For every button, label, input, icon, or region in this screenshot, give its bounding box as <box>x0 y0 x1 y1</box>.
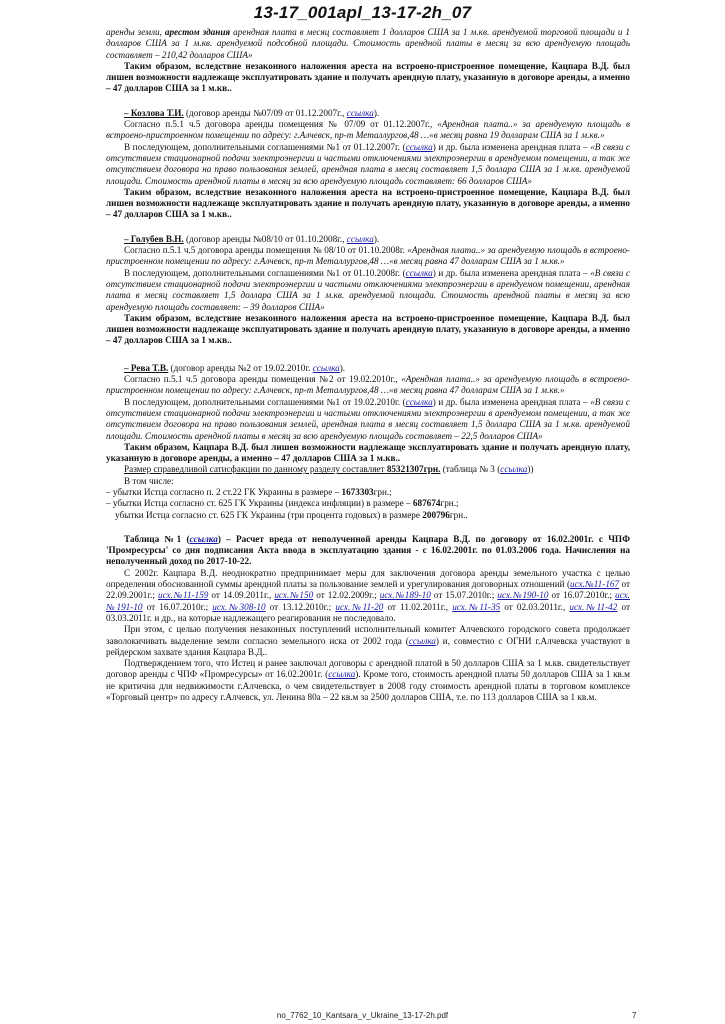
text-span: (таблица № 3 ( <box>440 464 501 475</box>
text-span: арендная плата в месяц составляет 1 долларов США за 1 м.кв. арендуемой торговой площади и 1 долларов США за 1 м.кв. арендуемой подсобной площади. Стоимость арендной платы в месяц за всю арендуемую площадь составляет – 210,42 долларов США» <box>106 27 630 60</box>
text-span-italic: «В связи с отсутствием стационарной подачи электроэнергии и частыми отключениями электроэнергии в арендуемом помещении, а так же отсутствием договора на право пользования землей, арендная плата в месяц составляет 1,5 доллара США за 1 м.кв. арендуемой площади. Стоимость арендной платы в месяц за всю арендуемую площадь составляет: 66 долларов США» <box>106 141 630 186</box>
reference-link[interactable]: ссылка <box>405 396 433 407</box>
text-span: от 14.09.2011г., <box>208 590 275 601</box>
outgoing-ref-link[interactable]: исх.№11-20 <box>335 601 384 612</box>
outgoing-ref-link[interactable]: исх.№11-167 <box>570 579 620 590</box>
text-span: – убытки Истца согласно п. 2 ст.22 ГК Украины в размере – <box>106 486 342 497</box>
text-span: ) и др. была изменена арендная плата – <box>432 141 591 152</box>
reference-link[interactable]: ссылка <box>405 267 433 278</box>
list-item <box>106 498 630 509</box>
text-span: от 15.07.2010г.; <box>430 590 498 601</box>
page-number: 7 <box>632 1011 637 1020</box>
contract-clause-paragraph <box>106 245 630 268</box>
text-span: (договор аренды №2 от 19.02.2010г. <box>168 362 313 373</box>
text-span: ) и др. была изменена арендная плата – <box>432 396 591 407</box>
list-intro: В том числе: <box>124 475 174 486</box>
footer-filename: no_7762_10_Kantsara_v_Ukraine_13-17-2h.pdf <box>276 1011 449 1020</box>
text-span-italic: «Арендная плата..» за арендуемую площадь в встроено-пристроенном помещении по адресу: г.Алчевск, пр-т Металлургов,48 …«в месяц равна 19 долларам США за 1 м.кв.» <box>106 119 630 141</box>
text-span: от 13.12.2010г.; <box>265 601 336 612</box>
text-span: грн.. <box>449 509 468 520</box>
text-span: – убытки Истца согласно ст. 625 ГК Украины (индекса инфляции) в размере – <box>106 498 413 509</box>
reference-link[interactable]: ссылка <box>346 233 374 244</box>
text-span: от 16.07.2010г.; <box>142 601 213 612</box>
amount-value: 200796 <box>422 509 450 520</box>
text-span: (договор аренды №07/09 от 01.12.2007г., <box>183 107 347 118</box>
tenant-name: – Рева Т.В. <box>124 362 169 373</box>
text-span: ). <box>373 107 380 118</box>
tenant-name: – Козлова Т.И. <box>124 107 184 118</box>
text-span-italic: «Арендная плата..» за арендуемую площадь в встроено-пристроенном помещении по адресу: г.Алчевск, пр-т Металлургов,48 …«в месяц равна 47 долларам США за 1 м.кв.» <box>106 374 630 396</box>
list-item <box>106 510 630 521</box>
text-span: Согласно п.5.1 ч.5 договора аренды помещения № 08/10 от 01.10.2008г. <box>124 245 408 256</box>
text-span: грн.; <box>440 498 459 509</box>
text-span: Размер справедливой сатисфакции по данному разделу составляет <box>124 464 387 475</box>
reference-link[interactable]: ссылка <box>405 141 433 152</box>
land-lease-efforts-paragraph <box>106 568 630 624</box>
text-span: Подтверждением того, что Истец и ранее заключал договоры с арендной платой в 50 долларов США за 1 м.кв. свидетельствует договор аренды с ЧПФ «Промресурсы» от 16.02.2001г. ( <box>106 658 630 680</box>
text-span: Согласно п.5.1 ч.5 договора аренды помещения №2 от 19.02.2010г., <box>124 374 402 385</box>
text-span: убытки Истца согласно ст. 625 ГК Украины (три процента годовых) в размере <box>115 509 423 520</box>
outgoing-ref-link[interactable]: исх.№11-159 <box>157 590 209 601</box>
conclusion-paragraph: Таким образом, вследствие незаконного наложения ареста на встроено-пристроенное помещение, Кацпара В.Д. был лишен возможности надлежаще эксплуатировать здание и получать арендную плату, указанную в договоре аренды, а именно – 47 долларов США за 1 м.кв.. <box>106 186 630 220</box>
text-span: ) – Расчет вреда от неполученной аренды Кацпара В.Д. по договору от 16.02.2001г. с ЧПФ 'Промресурсы' со дня подписания Акта ввода в эксплуатацию здания - с 16.02.2001г. по 01.03.2006 года. Начисления на неполученный доход по 2017-10-22. <box>106 533 630 567</box>
text-span: )) <box>527 464 534 475</box>
text-span-italic: «В связи с отсутствием стационарной подачи электроэнергии и частыми отключениями электроэнергии в арендуемом помещении, а так же отсутствием договора на право пользования землей, арендная плата в месяц составляет 1,5 доллара США за 1 м.кв. арендуемой площади. Стоимость арендной платы в месяц за всю арендуемую площадь составляет – 22,5 долларов США» <box>106 396 630 441</box>
amount-value: 1673303 <box>341 486 374 497</box>
outgoing-ref-link[interactable]: исх.№191-10 <box>106 590 630 612</box>
text-span: Таблица №1 ( <box>124 533 190 544</box>
list-item <box>106 487 630 498</box>
text-span: В последующем, дополнительными соглашениями №1 от 19.02.2010г. ( <box>124 396 406 407</box>
table-heading <box>106 534 630 568</box>
text-span: от 03.03.2011г. и др., на которые надлежащего реагирования не последовало. <box>106 601 630 623</box>
text-span: от 22.09.2001г.; <box>106 579 630 601</box>
tenant-golubev-heading <box>106 234 630 245</box>
text-span: ) и, совместно с ОГНИ г.Алчевска участвуют в рейдерском захвате здания Кацпара В.Д.. <box>106 635 630 657</box>
reference-link[interactable]: ссылка <box>408 635 436 646</box>
text-span: С 2002г. Кацпара В.Д. неоднократно предпринимает меры для заключения договора аренды земельного участка с целью определения обоснованной суммы арендной платы за пользование землей и урегулирования договорных отношений ( <box>106 567 630 590</box>
reference-link[interactable]: ссылка <box>328 669 356 680</box>
prior-contracts-paragraph <box>106 658 630 703</box>
text-span: Согласно п.5.1 ч.5 договора аренды помещения № 07/09 от 01.12.2007г., <box>124 119 438 130</box>
outgoing-ref-link[interactable]: исх.№189-10 <box>379 590 431 601</box>
text-span: грн.; <box>373 486 392 497</box>
tenant-reva-heading <box>106 363 630 374</box>
outgoing-ref-link[interactable]: исх.№150 <box>274 590 314 601</box>
reference-link[interactable]: ссылка <box>500 464 528 475</box>
text-span-italic: «В связи с отсутствием стационарной подачи электроэнергии и частыми отключениями электроэнергии в арендуемом помещении, арендная плата в месяц составляет 1,5 доллара США за 1 м.кв. арендуемой площади. Стоимость арендной платы в месяц за всю арендуемую площадь составляет: – 39 долларов США» <box>106 267 630 312</box>
conclusion-paragraph: Таким образом, вследствие незаконного наложения ареста на встроено-пристроенное помещение, Кацпара В.Д. был лишен возможности надлежаще эксплуатировать здание и получать арендную плату, указанную в договоре аренды, а именно – 47 долларов США за 1 м.кв.. <box>106 60 630 94</box>
paragraph-rent-previous <box>106 27 630 61</box>
document-title: 13-17_001apl_13-17-2h_07 <box>253 3 472 22</box>
text-span: При этом, с целью получения незаконных поступлений исполнительный комитет Алчевского городского совета продолжает заволокичивать выделение земли согласно земельного иска от 2002 года ( <box>106 624 630 646</box>
text-span: В последующем, дополнительными соглашениями №1 от 01.12.2007г. ( <box>124 141 406 152</box>
text-span: ). <box>339 362 346 373</box>
text-span: В последующем, дополнительными соглашениями №1 от 01.10.2008г. ( <box>124 267 406 278</box>
text-span-bold: арестом здания <box>164 27 231 37</box>
text-span: от 02.03.2011г., <box>500 601 570 612</box>
text-span: ). Кроме того, стоимость арендной платы 50 долларов США за 1 кв.м не критична для недвижимости г.Алчевска, о чем свидетельствует в 2008 году стоимость арендной платы в торговом комплексе «Торговый центр» по адресу г.Алчевск, ул. Ленина 80а – 22 кв.м за 2500 долларов США, т.е. по 113 долларов США за 1 кв.м. <box>106 669 630 703</box>
text-span: (договор аренды №08/10 от 01.10.2008г., <box>183 233 347 244</box>
text-span: от 16.07.2010г.; <box>548 590 616 601</box>
conclusion-paragraph: Таким образом, вследствие незаконного наложения ареста на встроено-пристроенное помещение, Кацпара В.Д. был лишен возможности надлежаще эксплуатировать здание и получать арендную плату, указанную в договоре аренды, а именно – 47 долларов США за 1 м.кв.. <box>106 312 630 346</box>
amendment-paragraph <box>106 397 630 442</box>
reference-link[interactable]: ссылка <box>346 107 374 118</box>
amendment-paragraph <box>106 268 630 313</box>
conclusion-paragraph: Таким образом, Кацпара В.Д. был лишен возможности надлежаще эксплуатировать здание и получать арендную плату, указанную в договоре аренды, а именно – 47 долларов США за 1 м.кв.. <box>106 441 630 464</box>
outgoing-ref-link[interactable]: исх.№308-10 <box>212 601 266 612</box>
total-amount: 85321307грн. <box>386 464 441 475</box>
city-council-paragraph <box>106 624 630 658</box>
text-span: от 11.02.2011г., <box>383 601 453 612</box>
text-span: ) и др. была изменена арендная плата – <box>432 267 591 278</box>
amount-value: 687674 <box>412 498 441 509</box>
reference-link[interactable]: ссылка <box>189 533 218 544</box>
outgoing-ref-link[interactable]: исх.№190-10 <box>497 590 549 601</box>
text-span-italic: «Арендная плата..» за арендуемую площадь в встроено-пристроенном помещении по адресу: г.Алчевск, пр-т Металлургов,48 …«в месяц равна 47 долларам США за 1 м.кв.» <box>106 245 630 267</box>
outgoing-ref-link[interactable]: исх.№11-42 <box>569 601 618 612</box>
contract-clause-paragraph <box>106 119 630 142</box>
reference-link[interactable]: ссылка <box>312 362 340 373</box>
text-span: аренды земли, <box>106 27 165 37</box>
text-span: ). <box>373 233 380 244</box>
document-body <box>106 27 630 703</box>
satisfaction-amount-paragraph <box>106 464 630 475</box>
tenant-kozlova-heading <box>106 108 630 119</box>
contract-clause-paragraph <box>106 374 630 397</box>
text-span: от 12.02.2009г.; <box>313 590 380 601</box>
amendment-paragraph <box>106 142 630 187</box>
tenant-name: – Голубев В.Н. <box>124 233 184 244</box>
outgoing-ref-link[interactable]: исх.№11-35 <box>452 601 501 612</box>
damages-list <box>106 487 630 521</box>
